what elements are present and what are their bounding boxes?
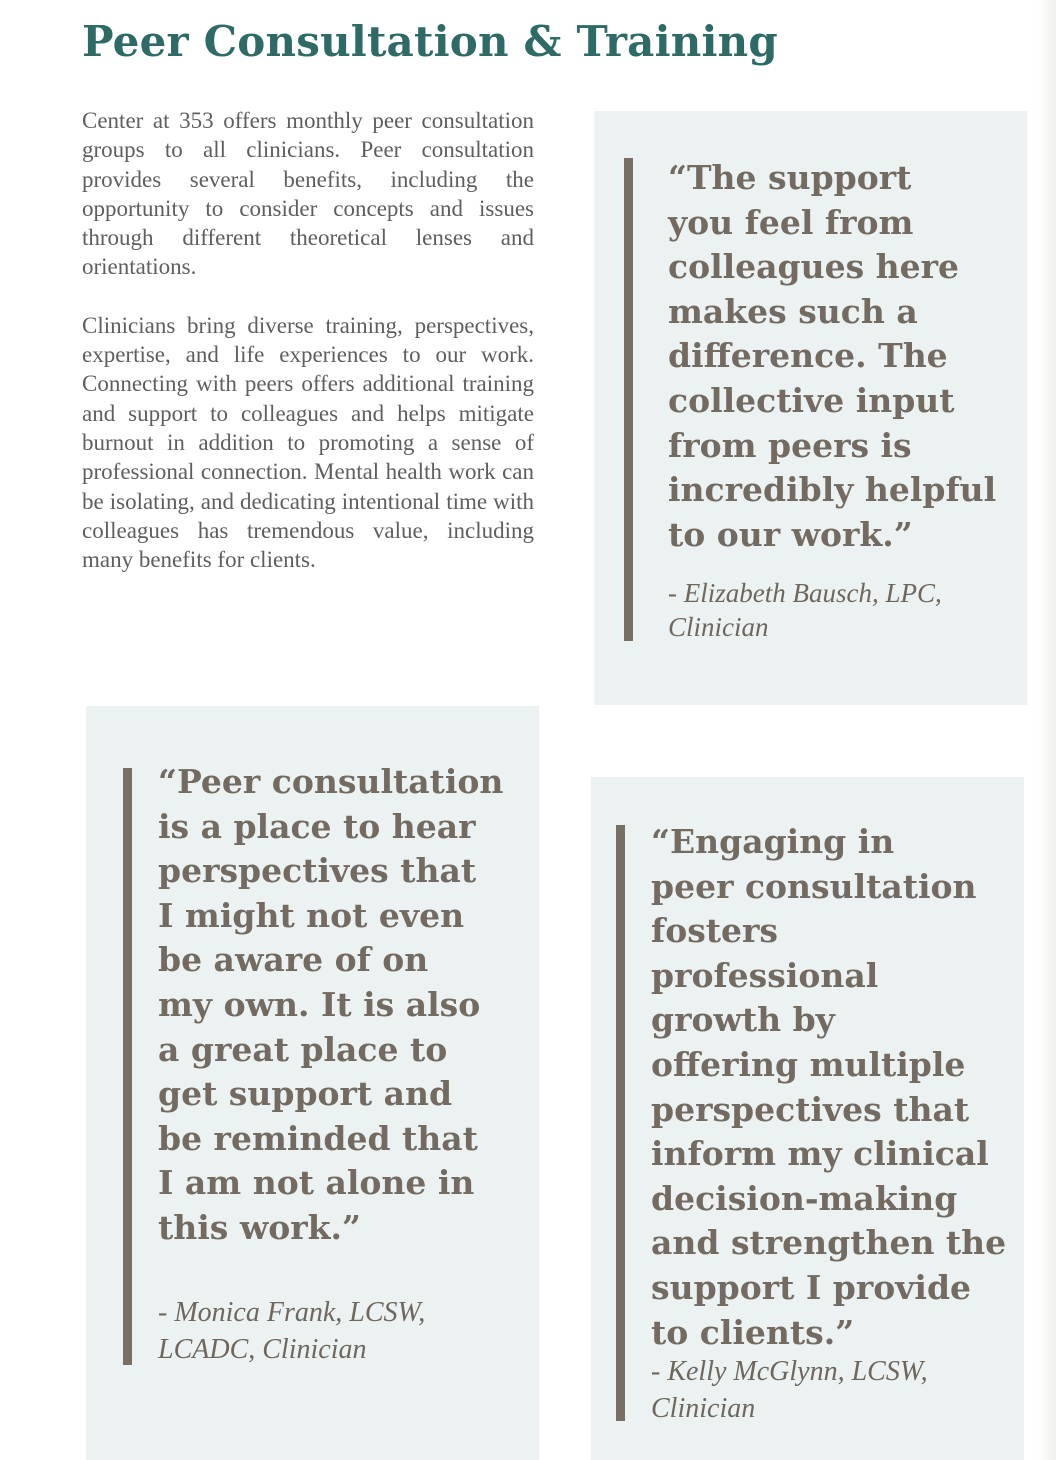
testimonial-quote: “Engaging in peer consultation fosters professional growth by offering multiple perspectives that inform my clinical decision-making and strengthen the support I provide to clients.” [651, 822, 1007, 1352]
quote-bar [624, 158, 633, 641]
testimonial-quote: “Peer consultation is a place to hear perspectives that I might not even be aware of on my own. It is also a great place to get support and be reminded that I am not alone in this work.” [158, 762, 504, 1247]
intro-paragraph-1: Center at 353 offers monthly peer consultation groups to all clinicians. Peer consultation provides several benefits, including the opportunity to consider concepts and issues through different theoretical lenses and orientations. [82, 108, 534, 280]
testimonial-quote: “The support you feel from colleagues here makes such a difference. The collective input from peers is incredibly helpful to our work.” [668, 158, 997, 554]
page-edge-shadow [1038, 0, 1056, 1460]
testimonial-attribution: - Kelly McGlynn, LCSW, Clinician [651, 1356, 928, 1424]
intro-text [82, 106, 534, 574]
quote-bar [616, 825, 625, 1421]
intro-paragraph-2: Clinicians bring diverse training, perspectives, expertise, and life experiences to our work. Connecting with peers offers additional training and support to colleagues and helps mitigate burnout in addition to promoting a sense of professional connection. Mental health work can be isolating, and dedicating intentional time with colleagues has tremendous value, including many benefits for clients. [82, 312, 534, 573]
quote-bar [123, 768, 132, 1365]
page-title: Peer Consultation & Training [82, 17, 778, 66]
testimonial-attribution: - Monica Frank, LCSW, LCADC, Clinician [158, 1297, 426, 1365]
testimonial-attribution: - Elizabeth Bausch, LPC, Clinician [668, 578, 942, 642]
